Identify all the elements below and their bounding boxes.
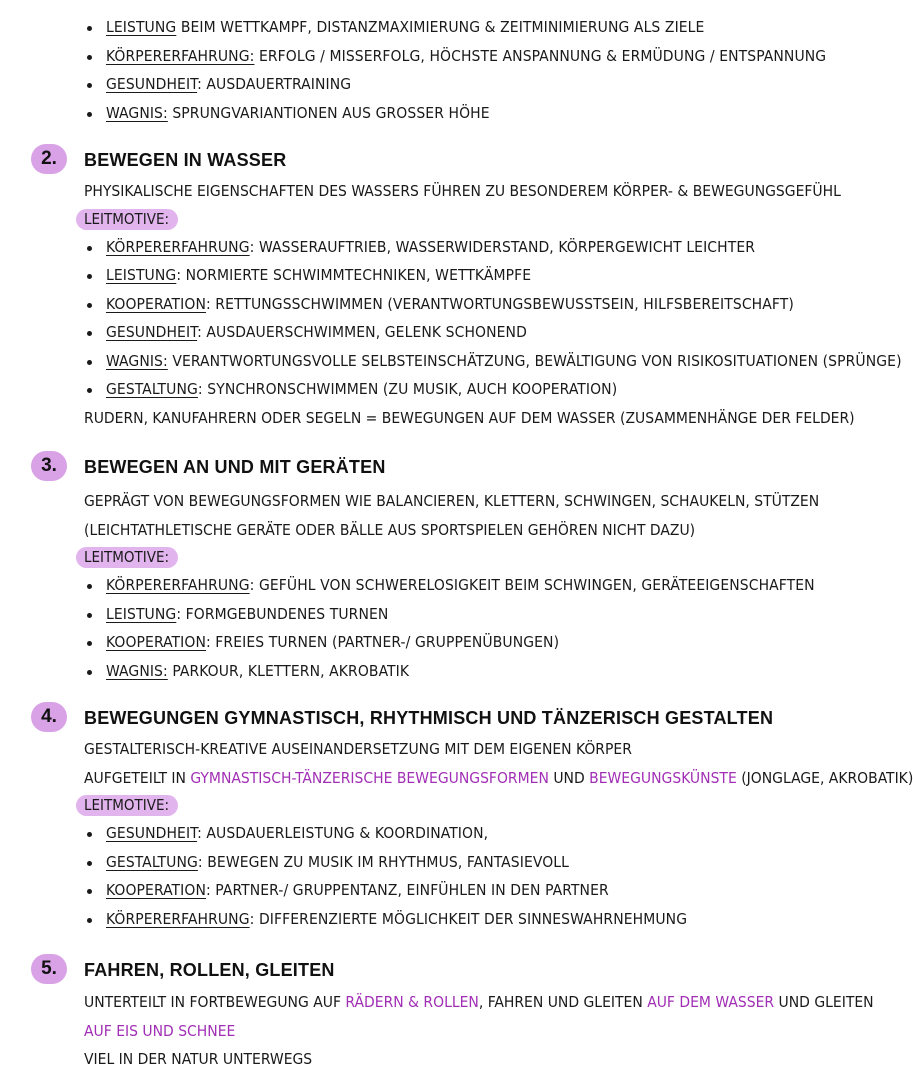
section-heading	[0, 143, 828, 177]
list-item: LEISTUNG: NORMIERTE SCHWIMMTECHNIKEN, WETTKÄMPFE	[84, 261, 828, 290]
list-item: KOOPERATION: PARTNER-/ GRUPPENTANZ, EINFÜHLEN IN DEN PARTNER	[84, 876, 828, 905]
section-2	[0, 143, 902, 432]
section-title: FAHREN, ROLLEN, GLEITEN	[84, 960, 335, 980]
section-intro: AUFGETEILT IN GYMNASTISCH-TÄNZERISCHE BEWEGUNGSFORMEN UND BEWEGUNGSKÜNSTE (JONGLAGE, AKROBATIK)	[84, 768, 913, 787]
leitmotive-list	[84, 571, 828, 685]
section-outro: RUDERN, KANUFAHRERN ODER SEGELN = BEWEGUNGEN AUF DEM WASSER (ZUSAMMENHÄNGE DER FELDER)	[84, 408, 855, 427]
section-number-badge: 5.	[31, 954, 67, 984]
leitmotive-label: LEITMOTIVE:	[76, 547, 178, 568]
section-5	[0, 953, 874, 1074]
list-item: KÖRPERERFAHRUNG: DIFFERENZIERTE MÖGLICHKEIT DER SINNESWAHRNEHMUNG	[84, 905, 828, 934]
highlight-term: GYMNASTISCH-TÄNZERISCHE BEWEGUNGSFORMEN	[190, 768, 549, 787]
section-intro: (LEICHTATHLETISCHE GERÄTE ODER BÄLLE AUS SPORTSPIELEN GEHÖREN NICHT DAZU)	[84, 520, 696, 539]
highlight-term: AUF EIS UND SCHNEE	[84, 1021, 236, 1040]
section-title: BEWEGEN AN UND MIT GERÄTEN	[84, 457, 386, 477]
list-item: WAGNIS: VERANTWORTUNGSVOLLE SELBSTEINSCHÄTZUNG, BEWÄLTIGUNG VON RISIKOSITUATIONEN (SPRÜNGE)	[84, 347, 828, 376]
list-item: GESUNDHEIT: AUSDAUERTRAINING	[84, 70, 828, 99]
list-item: WAGNIS: PARKOUR, KLETTERN, AKROBATIK	[84, 657, 828, 686]
section-4	[0, 701, 913, 933]
list-item: LEISTUNG BEIM WETTKAMPF, DISTANZMAXIMIERUNG & ZEITMINIMIERUNG ALS ZIELE	[84, 13, 828, 42]
section-heading	[0, 701, 828, 735]
section-number-badge: 4.	[31, 702, 67, 732]
leitmotive-list	[84, 13, 828, 127]
list-item: GESUNDHEIT: AUSDAUERSCHWIMMEN, GELENK SCHONEND	[84, 318, 828, 347]
list-item: GESTALTUNG: BEWEGEN ZU MUSIK IM RHYTHMUS, FANTASIEVOLL	[84, 848, 828, 877]
section-heading	[0, 953, 828, 987]
section-intro: GESTALTERISCH-KREATIVE AUSEINANDERSETZUNG MIT DEM EIGENEN KÖRPER	[84, 740, 632, 758]
list-item: LEISTUNG: FORMGEBUNDENES TURNEN	[84, 600, 828, 629]
leitmotive-list	[84, 819, 828, 933]
section-number-badge: 3.	[31, 451, 67, 481]
section-intro: PHYSIKALISCHE EIGENSCHAFTEN DES WASSERS FÜHREN ZU BESONDEREM KÖRPER- & BEWEGUNGSGEFÜHL	[84, 182, 841, 200]
highlight-term: RÄDERN & ROLLEN	[345, 993, 479, 1011]
section-number-badge: 2.	[31, 144, 67, 174]
list-item: GESTALTUNG: SYNCHRONSCHWIMMEN (ZU MUSIK, AUCH KOOPERATION)	[84, 375, 828, 404]
section-heading	[0, 450, 828, 484]
leitmotive-label: LEITMOTIVE:	[76, 209, 178, 230]
list-item: WAGNIS: SPRUNGVARIANTIONEN AUS GROSSER HÖHE	[84, 99, 828, 128]
section-3	[0, 450, 828, 685]
list-item: GESUNDHEIT: AUSDAUERLEISTUNG & KOORDINATION,	[84, 819, 828, 848]
highlight-term: AUF DEM WASSER	[647, 993, 775, 1011]
section-intro: GEPRÄGT VON BEWEGUNGSFORMEN WIE BALANCIEREN, KLETTERN, SCHWINGEN, SCHAUKELN, STÜTZEN	[84, 492, 820, 510]
section-text: VIEL IN DER NATUR UNTERWEGS	[84, 1050, 313, 1068]
list-item: KÖRPERERFAHRUNG: WASSERAUFTRIEB, WASSERWIDERSTAND, KÖRPERGEWICHT LEICHTER	[84, 233, 828, 262]
leitmotive-label: LEITMOTIVE:	[76, 795, 178, 816]
highlight-term: BEWEGUNGSKÜNSTE	[589, 768, 737, 787]
section-1-tail	[0, 13, 828, 127]
section-intro: UNTERTEILT IN FORTBEWEGUNG AUF RÄDERN & ROLLEN, FAHREN UND GLEITEN AUF DEM WASSER UND GLEITEN	[84, 993, 874, 1011]
list-item: KOOPERATION: FREIES TURNEN (PARTNER-/ GRUPPENÜBUNGEN)	[84, 628, 828, 657]
list-item: KOOPERATION: RETTUNGSSCHWIMMEN (VERANTWORTUNGSBEWUSSTSEIN, HILFSBEREITSCHAFT)	[84, 290, 828, 319]
section-title: BEWEGUNGEN GYMNASTISCH, RHYTHMISCH UND TÄNZERISCH GESTALTEN	[84, 708, 774, 728]
section-title: BEWEGEN IN WASSER	[84, 150, 287, 170]
list-item: KÖRPERERFAHRUNG: GEFÜHL VON SCHWERELOSIGKEIT BEIM SCHWINGEN, GERÄTEEIGENSCHAFTEN	[84, 571, 828, 600]
leitmotive-list	[84, 233, 902, 404]
list-item: KÖRPERERFAHRUNG: ERFOLG / MISSERFOLG, HÖCHSTE ANSPANNUNG & ERMÜDUNG / ENTSPANNUNG	[84, 42, 828, 71]
